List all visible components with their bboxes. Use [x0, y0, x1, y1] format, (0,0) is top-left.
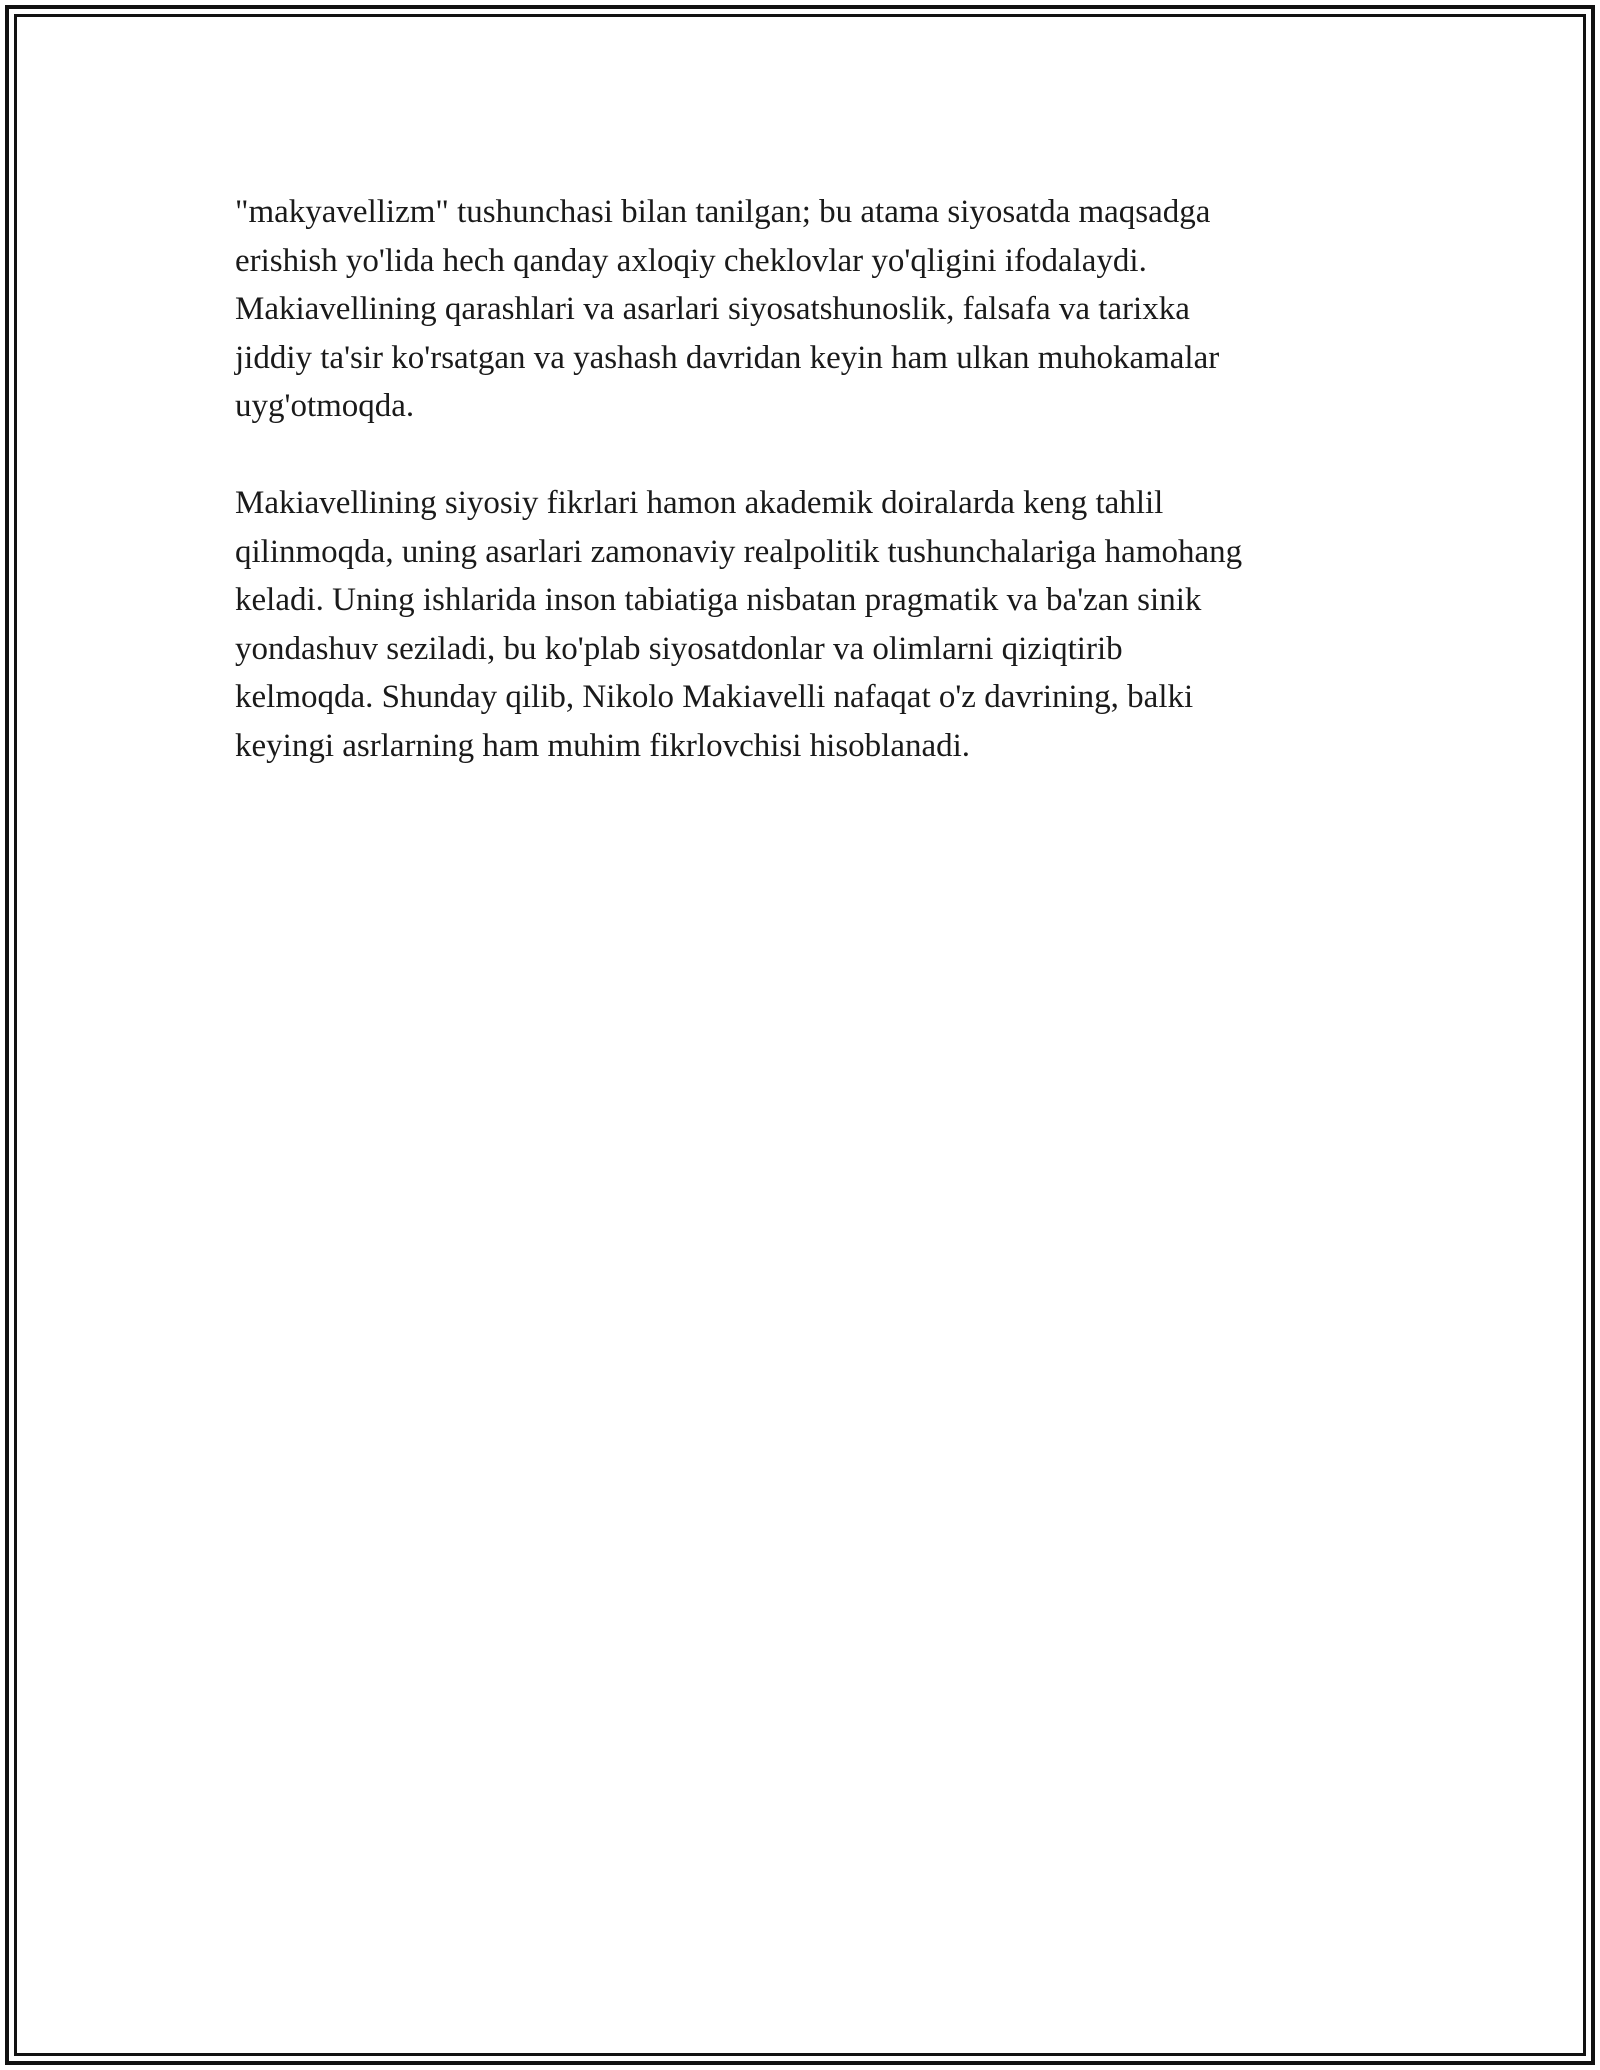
text-line: Makiavellining siyosiy fikrlari hamon akademik doiralarda keng tahlil [235, 485, 1164, 521]
text-line: yondashuv seziladi, bu ko'plab siyosatdonlar va olimlarni qiziqtirib [235, 630, 1123, 667]
paragraph-2 [235, 479, 1365, 770]
text-line: jiddiy ta'sir ko'rsatgan va yashash davridan keyin ham ulkan muhokamalar [235, 339, 1220, 376]
paragraph-1 [235, 188, 1365, 431]
text-line: keladi. Uning ishlarida inson tabiatiga nisbatan pragmatik va ba'zan sinik [235, 582, 1202, 618]
text-line: erishish yo'lida hech qanday axloqiy cheklovlar yo'qligini ifodalaydi. [235, 242, 1147, 279]
document-body [235, 188, 1365, 819]
text-line: uyg'otmoqda. [235, 388, 415, 424]
text-line: qilinmoqda, uning asarlari zamonaviy realpolitik tushunchalariga hamohang [235, 533, 1243, 570]
text-line: Makiavellining qarashlari va asarlari siyosatshunoslik, falsafa va tarixka [235, 291, 1190, 327]
text-line: keyingi asrlarning ham muhim fikrlovchisi hisoblanadi. [235, 727, 971, 764]
text-line: kelmoqda. Shunday qilib, Nikolo Makiavelli nafaqat o'z davrining, balki [235, 679, 1194, 715]
text-line: "makyavellizm" tushunchasi bilan tanilgan; bu atama siyosatda maqsadga [235, 194, 1211, 230]
